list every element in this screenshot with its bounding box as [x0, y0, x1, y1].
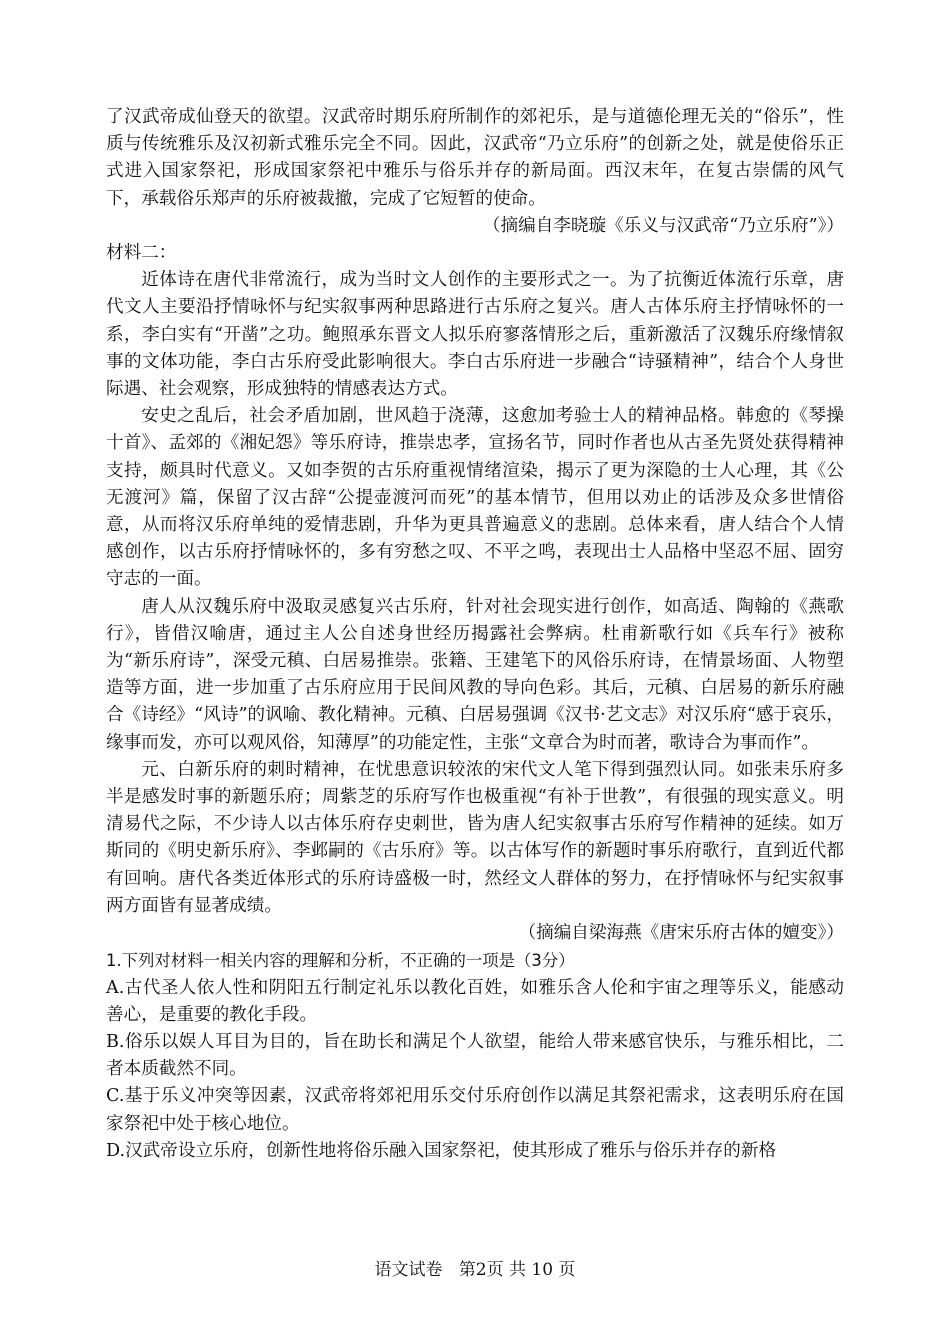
material2-source: （摘编自梁海燕《唐宋乐府古体的嬗变》） — [518, 923, 844, 944]
material2-paragraph-3: 唐人从汉魏乐府中汲取灵感复兴古乐府，针对社会现实进行创作，如高适、陶翰的《燕歌行》，皆借汉喻唐，通过主人公自述身世经历揭露社会弊病。杜甫新歌行如《兵车行》被称为“新乐府诗”，深受元稹、白居易推崇。张籍、王建笔下的风俗乐府诗，在情景场面、人物塑造等方面，进一步加重了古乐府应用于民间风教的导向色彩。其后，元稹、白居易的新乐府融合《诗经》“风诗”的讽喻、教化精神。元稹、白居易强调《汉书·艺文志》对汉乐府“感于哀乐，缘事而发，亦可以观风俗，知薄厚”的功能定性，主张“文章合为时而著，歌诗合为事而作”。 — [106, 596, 844, 753]
option-label: A. — [106, 977, 125, 998]
option-text: 基于乐义冲突等因素，汉武帝将郊祀用乐交付乐府创作以满足其祭祀需求，这表明乐府在国家祭祀中处于核心地位。 — [106, 1086, 844, 1134]
question-1-option-a — [106, 975, 844, 1029]
material1-paragraph: 了汉武帝成仙登天的欲望。汉武帝时期乐府所制作的郊祀乐，是与道德伦理无关的“俗乐”，性质与传统雅乐及汉初新式雅乐完全不同。因此，汉武帝“乃立乐府”的创新之处，就是使俗乐正式进入国家祭祀，形成国家祭祀中雅乐与俗乐并存的新局面。西汉末年，在复古崇儒的风气下，承载俗乐郑声的乐府被裁撤，完成了它短暂的使命。 — [106, 107, 844, 209]
question-1-option-b — [106, 1029, 844, 1083]
material2-paragraph-2: 安史之乱后，社会矛盾加剧，世风趋于浇薄，这愈加考验士人的精神品格。韩愈的《琴操十首》、孟郊的《湘妃怨》等乐府诗，推崇忠孝，宣扬名节，同时作者也从古圣先贤处获得精神支持，颇具时代意义。又如李贺的古乐府重视情绪渲染，揭示了更为深隐的士人心理，其《公无渡河》篇，保留了汉古辞“公提壶渡河而死”的基本情节，但用以劝止的话涉及众多世情俗意，从而将汉乐府单纯的爱情悲剧，升华为更具普遍意义的悲剧。总体来看，唐人结合个人情感创作，以古乐府抒情咏怀的，多有穷愁之叹、不平之鸣，表现出士人品格中坚忍不屈、固穷守志的一面。 — [106, 406, 844, 590]
material2-heading: 材料二： — [106, 243, 177, 264]
page-content — [106, 104, 844, 1165]
question-1-stem: 1.下列对材料一相关内容的理解和分析，不正确的一项是（3分） — [106, 951, 575, 971]
question-1-option-d — [106, 1138, 844, 1165]
option-label: D. — [106, 1140, 126, 1161]
footer-page-info: 第2页 共 10 页 — [458, 1260, 576, 1280]
option-text: 汉武帝设立乐府，创新性地将俗乐融入国家祭祀，使其形成了雅乐与俗乐并存的新格 — [125, 1140, 777, 1161]
material2-paragraph-4: 元、白新乐府的刺时精神，在忧患意识较浓的宋代文人笔下得到强烈认同。如张耒乐府多半是感发时事的新题乐府；周紫芝的乐府写作也极重视“有补于世教”，有很强的现实意义。明清易代之际，不少诗人以古体乐府存史刺世，皆为唐人纪实叙事古乐府写作精神的延续。如万斯同的《明史新乐府》、李邺嗣的《古乐府》等。以古体写作的新题时事乐府歌行，直到近代都有回响。唐代各类近体形式的乐府诗盛极一时，然经文人群体的努力，在抒情咏怀与纪实叙事两方面皆有显著成绩。 — [106, 759, 844, 916]
question-1-option-c — [106, 1083, 844, 1137]
option-text: 俗乐以娱人耳目为目的，旨在助长和满足个人欲望，能给人带来感官快乐，与雅乐相比，二者本质截然不同。 — [106, 1031, 844, 1080]
option-label: C. — [106, 1086, 125, 1107]
material2-paragraph-1: 近体诗在唐代非常流行，成为当时文人创作的主要形式之一。为了抗衡近体流行乐章，唐代文人主要沿抒情咏怀与纪实叙事两种思路进行古乐府之复兴。唐人古体乐府主抒情咏怀的一系，李白实有“开凿”之功。鲍照承东晋文人拟乐府寥落情形之后，重新激活了汉魏乐府缘情叙事的文体功能，李白古乐府受此影响很大。李白古乐府进一步融合“诗骚精神”，结合个人身世际遇、社会观察，形成独特的情感表达方式。 — [106, 270, 844, 400]
material1-source: （摘编自李晓璇《乐义与汉武帝“乃立乐府”》） — [482, 215, 844, 236]
footer-subject: 语文试卷 — [374, 1260, 443, 1280]
option-text: 古代圣人依人性和阴阳五行制定礼乐以教化百姓，如雅乐含人伦和宇宙之理等乐义，能感动善心，是重要的教化手段。 — [106, 977, 844, 1025]
page-footer — [0, 1258, 950, 1282]
option-label: B. — [106, 1031, 125, 1052]
